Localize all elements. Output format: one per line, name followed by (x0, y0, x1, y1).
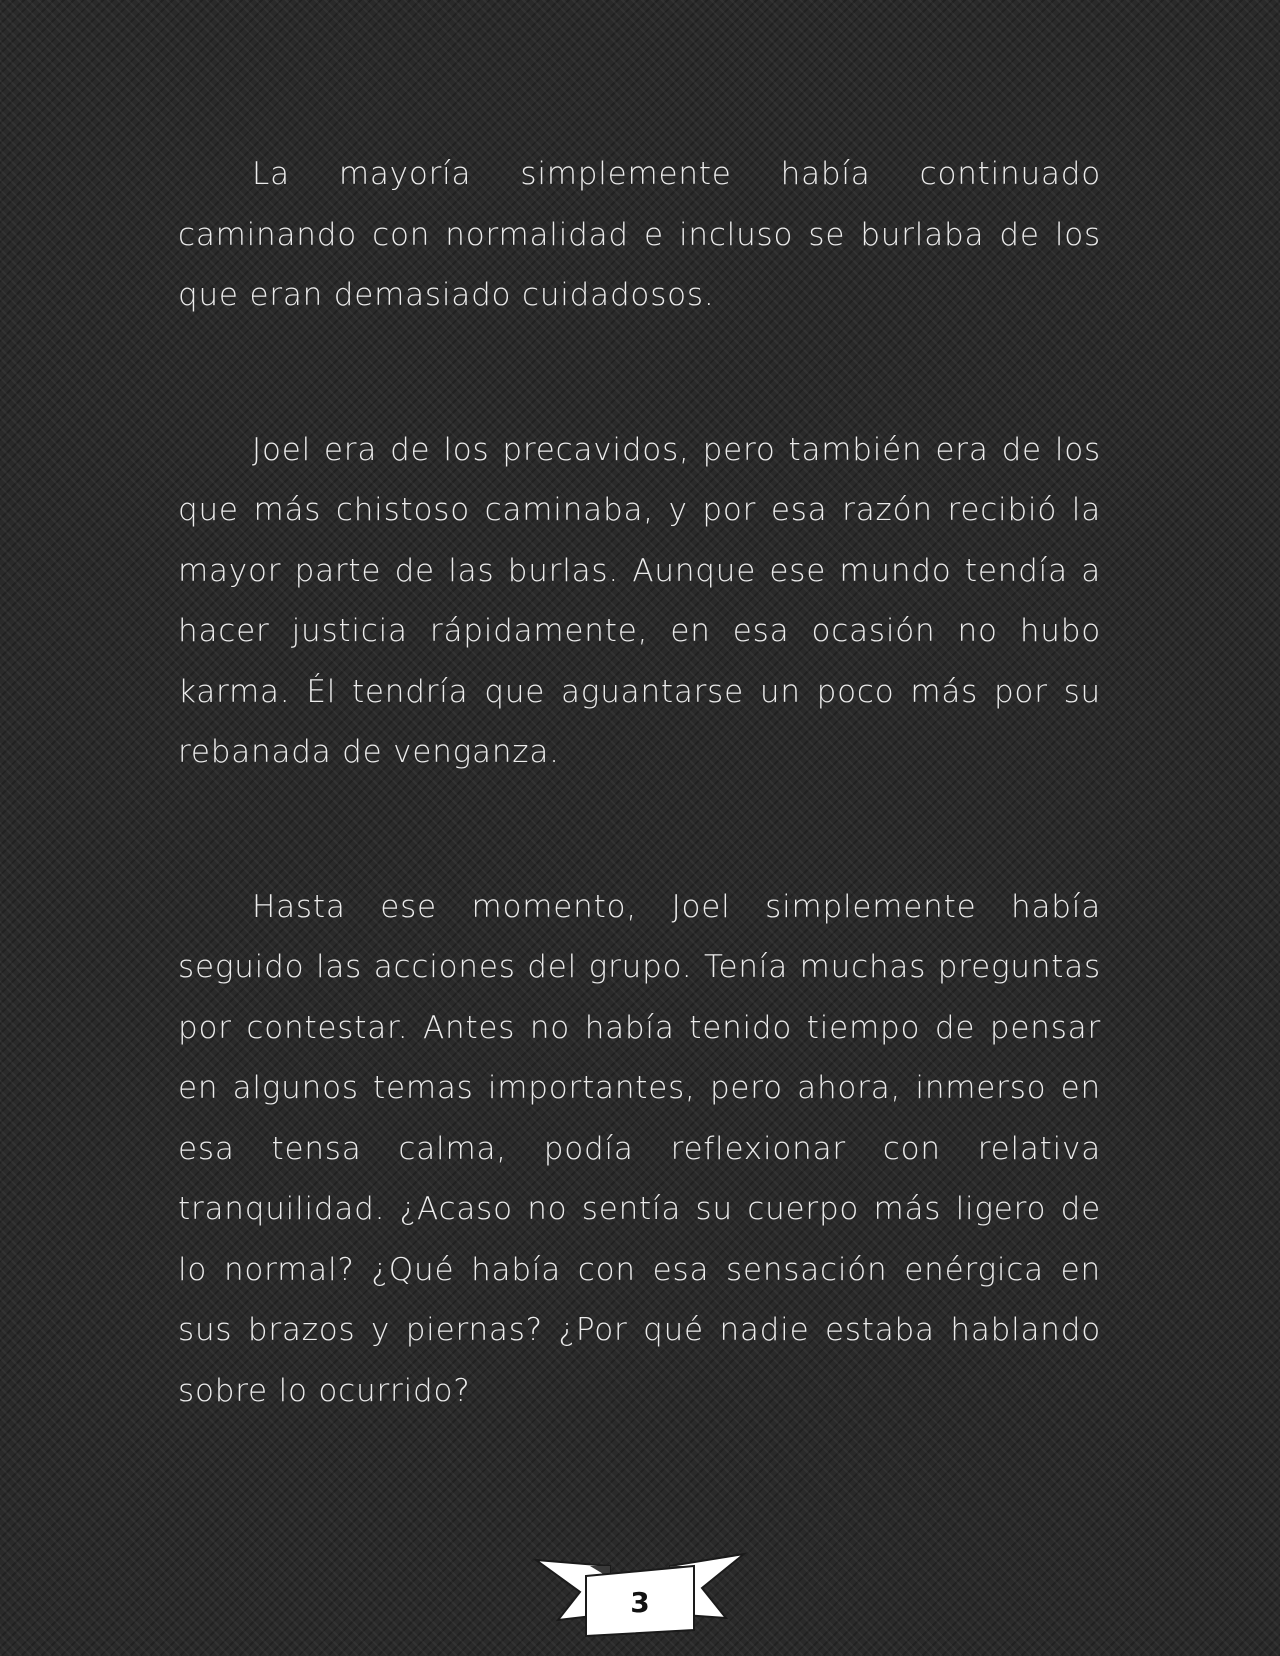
paragraph-2: Joel era de los precavidos, pero también era de los que más chistoso caminaba, y por esa razón recibió la mayor parte de las burlas. Aunque ese mundo tendía a hacer justicia rápidamente, en esa ocasión no hubo karma. Él tendría que aguantarse un poco más por su rebanada de venganza. (178, 431, 1101, 770)
paragraph-3: Hasta ese momento, Joel simplemente había seguido las acciones del grupo. Tenía muchas preguntas por contestar. Antes no había tenido tiempo de pensar en algunos temas importantes, pero ahora, inmerso en esa tensa calma, podía reflexionar con relativa tranquilidad. ¿Acaso no sentía su cuerpo más ligero de lo normal? ¿Qué había con esa sensación enérgica en sus brazos y piernas? ¿Por qué nadie estaba hablando sobre lo ocurrido? (178, 888, 1101, 1409)
paragraph-1: La mayoría simplemente había continuado caminando con normalidad e incluso se burlaba de los que eran demasiado cuidadosos. (178, 156, 1101, 313)
page-number-banner (530, 1548, 750, 1638)
page-text (178, 144, 1101, 1515)
page-number: 3 (630, 1586, 650, 1619)
